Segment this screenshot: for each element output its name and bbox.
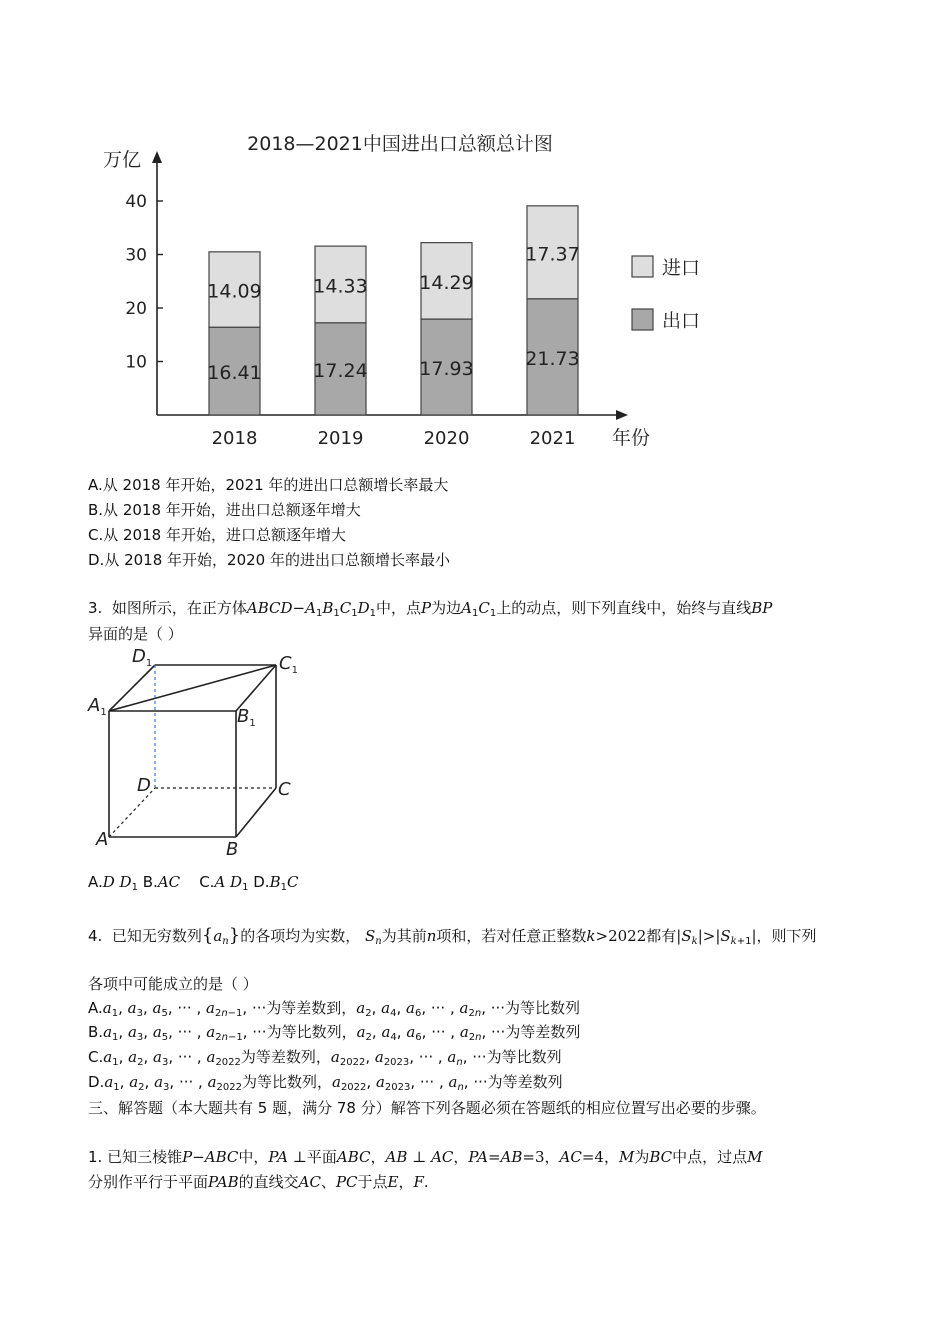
vertex-b1: $B_1$ [237, 706, 256, 729]
q2-option-b: B.从 2018 年开始，进出口总额逐年增大 [88, 501, 361, 519]
vertex-c: C [278, 779, 291, 800]
bar-label-进口-2021: 17.37 [525, 243, 580, 266]
q2-option-a: A.从 2018 年开始，2021 年的进出口总额增长率最大 [88, 476, 449, 494]
x-axis-arrow-icon [616, 410, 628, 420]
q4-stem-line2: 各项中可能成立的是（ ） [88, 975, 258, 993]
import-export-chart [0, 0, 950, 470]
legend-swatch-进口 [632, 256, 653, 277]
bar-label-出口-2020: 17.93 [419, 358, 474, 381]
legend-label-出口: 出口 [662, 310, 701, 332]
q4-option-a: $A.a_1$, $a_3$, $a_5$, ··· , $a_{2n-1}$, ···为等差数到，$a_2$, $a_4$, $a_6$, ··· , $a_{2n}$, ···为等比数列 [88, 999, 581, 1019]
legend-label-进口: 进口 [662, 257, 701, 279]
y-tick-label-20: 20 [125, 299, 147, 319]
vertex-a1: $A_1$ [88, 695, 107, 718]
bar-label-进口-2018: 14.09 [207, 280, 262, 303]
x-tick-label-2021: 2021 [529, 428, 576, 449]
q4-option-b: $B.a_1$, $a_3$, $a_5$, ··· , $a_{2n-1}$, ···为等比数列，$a_2$, $a_4$, $a_6$, ··· , $a_{2n}$, ···为等差数列 [88, 1023, 581, 1043]
bar-label-出口-2019: 17.24 [313, 359, 368, 382]
y-tick-label-30: 30 [125, 245, 147, 266]
q4-option-d: $D.a_1$, $a_2$, $a_3$, ··· , $a_{2022}$为等比数列，$a_{2022}$, $a_{2023}$, ··· , $a_n$, ···为等差数列 [88, 1073, 563, 1093]
bar-label-出口-2018: 16.41 [207, 362, 262, 385]
bar-label-进口-2020: 14.29 [419, 271, 474, 294]
cube-figure [85, 645, 315, 865]
p1-stem-line2: 分别作平行于平面PAB的直线交AC、PC于点E，F. [88, 1173, 429, 1191]
chart-title: 2018—2021中国进出口总额总计图 [247, 133, 553, 155]
q2-option-c: C.从 2018 年开始，进口总额逐年增大 [88, 526, 346, 544]
p1-stem: 1. 已知三棱锥P−ABC中，PA ⊥平面ABC，AB ⊥ AC，PA=AB=3，AC=4，M为BC中点，过点M [88, 1148, 763, 1166]
y-tick-label-10: 10 [125, 352, 147, 373]
x-tick-label-2020: 2020 [423, 428, 470, 449]
vertex-d1: $D_1$ [132, 646, 153, 669]
vertex-b: B [226, 839, 239, 860]
q3-stem-line2: 异面的是（ ） [88, 625, 183, 643]
q4-option-c: $C.a_1$, $a_2$, $a_3$, ··· , $a_{2022}$为等差数列，$a_{2022}$, $a_{2023}$, ··· , $a_n$, ···为等比数列 [88, 1048, 562, 1068]
legend-swatch-出口 [632, 309, 653, 330]
x-axis-label: 年份 [612, 427, 651, 449]
q4-stem: 4. 已知无穷数列$\{a_n\}$的各项均为实数， $S_n$为其前n项和，若对任意正整数k>2022都有$|S_k|>|S_{k+1}|$，则下列 [88, 925, 817, 947]
y-axis-arrow-icon [152, 151, 162, 163]
vertex-a: A [96, 829, 109, 850]
q3-stem: 3. 如图所示，在正方体$ABCD-A_1B_1C_1D_1$中，点P为边$A_1C_1$上的动点，则下列直线中，始终与直线BP [88, 599, 773, 619]
x-tick-label-2019: 2019 [317, 428, 364, 449]
x-tick-label-2018: 2018 [211, 428, 258, 449]
section-3-heading: 三、解答题（本大题共有 5 题，满分 78 分）解答下列各题必须在答题纸的相应位置写出必要的步骤。 [88, 1099, 766, 1117]
y-tick-label-40: 40 [125, 192, 147, 212]
vertex-c1: $C_1$ [279, 653, 298, 676]
bar-label-出口-2021: 21.73 [525, 347, 580, 370]
bar-label-进口-2019: 14.33 [313, 275, 368, 298]
q3-options: A.D $D_1$ B.AC C.A $D_1$ $D.B_1C$ [88, 873, 299, 893]
vertex-d: D [137, 775, 151, 796]
q2-option-d: D.从 2018 年开始，2020 年的进出口总额增长率最小 [88, 551, 450, 569]
y-axis-label: 万亿 [103, 149, 142, 171]
